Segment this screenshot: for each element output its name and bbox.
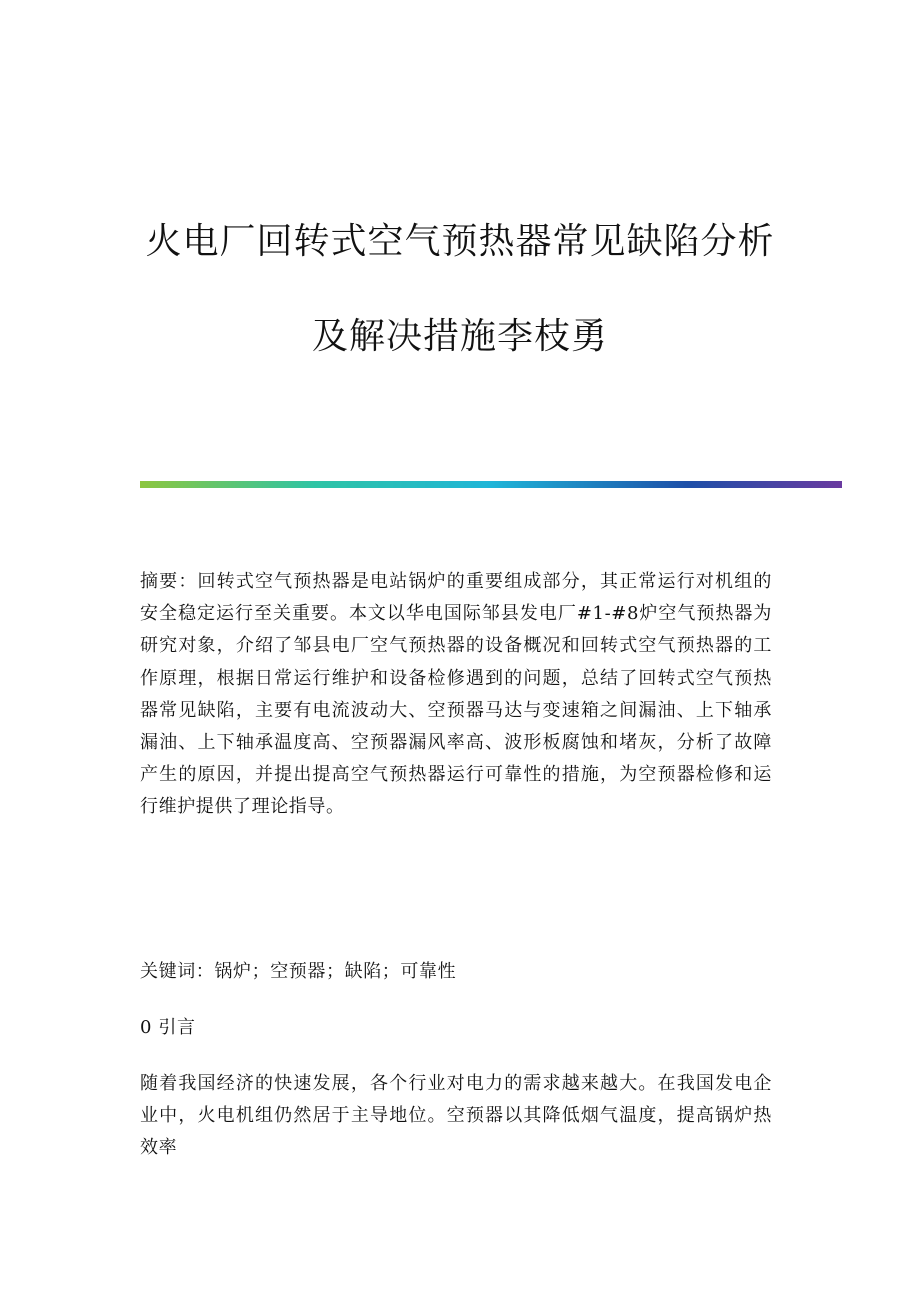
section-heading-introduction: 0 引言 (140, 1017, 196, 1038)
document-title-line-2: 及解决措施李枝勇 (311, 316, 608, 357)
abstract-paragraph: 摘要：回转式空气预热器是电站锅炉的重要组成部分，其正常运行对机组的安全稳定运行至关重要。本文以华电国际邹县发电厂#1-#8炉空气预热器为研究对象，介绍了邹县电厂空气预热器的设备概况和回转式空气预热器的工作原理，根据日常运行维护和设备检修遇到的问题，总结了回转式空气预热器常见缺陷，主要有电流波动大、空预器马达与变速箱之间漏油、上下轴承漏油、上下轴承温度高、空预器漏风率高、波形板腐蚀和堵灰，分析了故障产生的原因，并提出提高空气预热器运行可靠性的措施，为空预器检修和运行维护提供了理论指导。 (140, 571, 772, 818)
document-title-line-1: 火电厂回转式空气预热器常见缺陷分析 (145, 221, 775, 262)
introduction-paragraph: 随着我国经济的快速发展，各个行业对电力的需求越来越大。在我国发电企业中，火电机组仍然居于主导地位。空预器以其降低烟气温度，提高锅炉热效率 (140, 1073, 772, 1159)
keywords-line: 关键词：锅炉；空预器；缺陷；可靠性 (140, 961, 457, 982)
gradient-divider (140, 481, 842, 488)
